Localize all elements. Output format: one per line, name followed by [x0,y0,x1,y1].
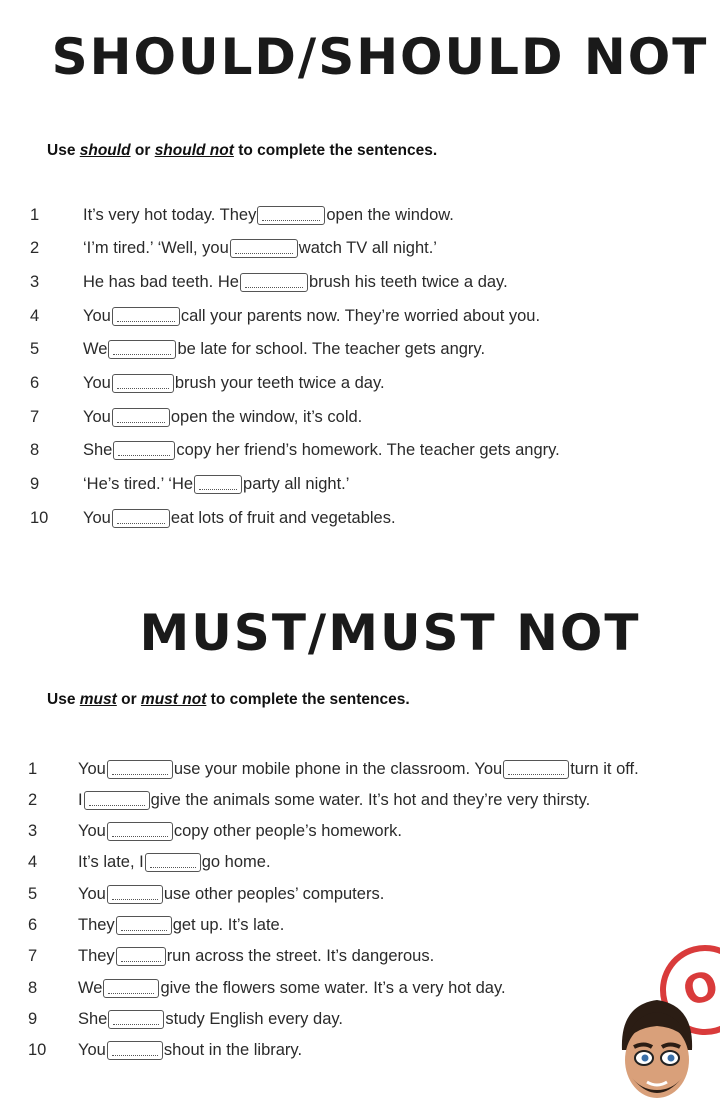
instruction-text: to complete the sentences. [206,691,410,708]
answer-blank[interactable] [84,791,150,810]
item-number: 4 [28,853,38,872]
exercise-row [0,881,720,907]
sentence [78,885,384,904]
item-number: 1 [28,759,38,778]
section2-instruction [47,691,410,709]
item-number: 7 [28,947,38,966]
answer-blank[interactable] [116,947,166,966]
answer-blank[interactable] [107,760,173,779]
exercise-row [0,404,720,430]
answer-blank[interactable] [107,1041,163,1060]
sentence [83,307,540,326]
exercise-row [0,505,720,531]
instruction-text: Use [47,691,80,708]
exercise-row [0,819,720,845]
sentence [78,947,434,966]
instruction-keyword: must not [140,691,207,708]
answer-blank[interactable] [257,206,325,225]
sentence-start: You [83,306,111,325]
sentence-start: They [78,947,115,966]
sentence [78,791,590,810]
exercise-row [0,269,720,295]
item-number: 9 [30,475,40,494]
sentence-end: use your mobile phone in the classroom. You [173,759,503,778]
item-number: 10 [30,508,49,527]
answer-blank[interactable] [107,885,163,904]
sentence [83,239,437,258]
item-number: 10 [28,1041,47,1060]
sentence-end: call your parents now. They’re worried about you. [180,306,541,325]
sentence-end: open the window, it’s cold. [170,407,363,426]
answer-blank[interactable] [112,374,174,393]
answer-blank[interactable] [194,475,242,494]
sentence [78,853,271,872]
sentence [83,441,560,460]
sentence-end: give the animals some water. It’s hot and they’re very thirsty. [150,790,591,809]
sentence [78,822,402,841]
sentence-start: She [83,441,113,460]
sentence [83,509,396,528]
sentence-end: eat lots of fruit and vegetables. [170,508,396,527]
answer-blank[interactable] [113,441,175,460]
item-number: 8 [30,441,40,460]
exercise-row [0,850,720,876]
instruction-text: to complete the sentences. [233,142,438,159]
sentence-end: be late for school. The teacher gets angry. [177,340,486,359]
sentence-end: party all night.’ [243,475,350,494]
sentence-end: get up. It’s late. [172,916,285,934]
item-number: 9 [28,1009,38,1028]
item-number: 3 [30,272,40,291]
sentence-end: shout in the library. [163,1041,303,1060]
sentence-start: It’s late, I [78,853,144,872]
sentence [83,374,385,393]
exercise-row [0,337,720,363]
exercise-row [0,787,720,813]
sentence-start: I [78,790,83,809]
section1-title: SHOULD/SHOULD NOT [51,28,709,86]
sentence-end: run across the street. It’s dangerous. [166,947,435,966]
exercise-row [0,371,720,397]
sentence [83,206,454,225]
sentence-end: give the flowers some water. It’s a very hot day. [160,978,506,997]
answer-blank[interactable] [145,853,201,872]
sentence-end: copy her friend’s homework. The teacher gets angry. [176,441,560,460]
item-number: 7 [30,407,40,426]
sentence-end: brush his teeth twice a day. [308,272,508,291]
sentence [83,408,362,427]
sentence-end: brush your teeth twice a day. [174,374,385,392]
sentence-end: copy other people’s homework. [173,822,402,841]
exercise-row [0,913,720,939]
sentence [78,916,284,935]
sentence [83,475,349,494]
instruction-keyword: must [79,691,117,708]
sentence-end: study English every day. [165,1009,343,1028]
sentence [78,979,506,998]
sentence [78,760,639,779]
instruction-text: or [130,142,155,159]
sentence-start: ‘I’m tired.’ ‘Well, you [83,239,229,258]
sentence-start: You [83,374,111,392]
item-number: 8 [28,978,38,997]
answer-blank[interactable] [108,340,176,359]
item-number: 1 [30,205,40,224]
sentence-end: use other peoples’ computers. [163,884,385,903]
sentence-start: You [78,759,106,778]
instruction-keyword: should [79,142,131,159]
answer-blank[interactable] [503,760,569,779]
exercise-row [0,236,720,262]
exercise-row [0,944,720,970]
sentence-start: You [78,884,106,903]
answer-blank[interactable] [112,509,170,528]
sentence-start: You [83,407,111,426]
item-number: 4 [30,306,40,325]
exercise-row [0,756,720,782]
sentence [83,340,485,359]
exercise-row [0,472,720,498]
instruction-text: Use [47,142,80,159]
sentence-end: turn it off. [570,759,639,778]
exercise-row [0,303,720,329]
answer-blank[interactable] [107,822,173,841]
exercise-row [0,438,720,464]
answer-blank[interactable] [116,916,172,935]
item-number: 6 [28,916,38,934]
item-number: 2 [30,239,40,258]
bitmoji-avatar-icon [612,990,702,1108]
sentence-start: He has bad teeth. He [83,272,239,291]
sentence-start: It’s very hot today. They [83,205,257,224]
item-number: 2 [28,790,38,809]
item-number: 5 [28,884,38,903]
exercise-row [0,202,720,228]
instruction-keyword: should not [154,142,234,159]
sentence-start: We [83,340,108,359]
sentence [83,273,508,292]
answer-blank[interactable] [112,307,180,326]
answer-blank[interactable] [240,273,308,292]
sentence-end: go home. [201,853,271,872]
sentence-end: open the window. [326,205,454,224]
item-number: 5 [30,340,40,359]
sentence-start: You [78,822,106,841]
sentence [78,1010,343,1029]
sentence-start: We [78,978,103,997]
item-number: 6 [30,374,40,392]
sentence-start: She [78,1009,108,1028]
sentence-start: You [78,1041,106,1060]
answer-blank[interactable] [230,239,298,258]
sentence-start: ‘He’s tired.’ ‘He [83,475,194,494]
item-number: 3 [28,822,38,841]
answer-blank[interactable] [108,1010,164,1029]
sentence-start: You [83,508,111,527]
sentence-end: watch TV all night.’ [298,239,437,258]
answer-blank[interactable] [112,408,170,427]
sentence [78,1041,302,1060]
answer-blank[interactable] [103,979,159,998]
instruction-text: or [116,691,141,708]
section2-title: MUST/MUST NOT [139,604,641,662]
sentence-start: They [78,916,115,934]
section1-instruction [47,142,437,160]
